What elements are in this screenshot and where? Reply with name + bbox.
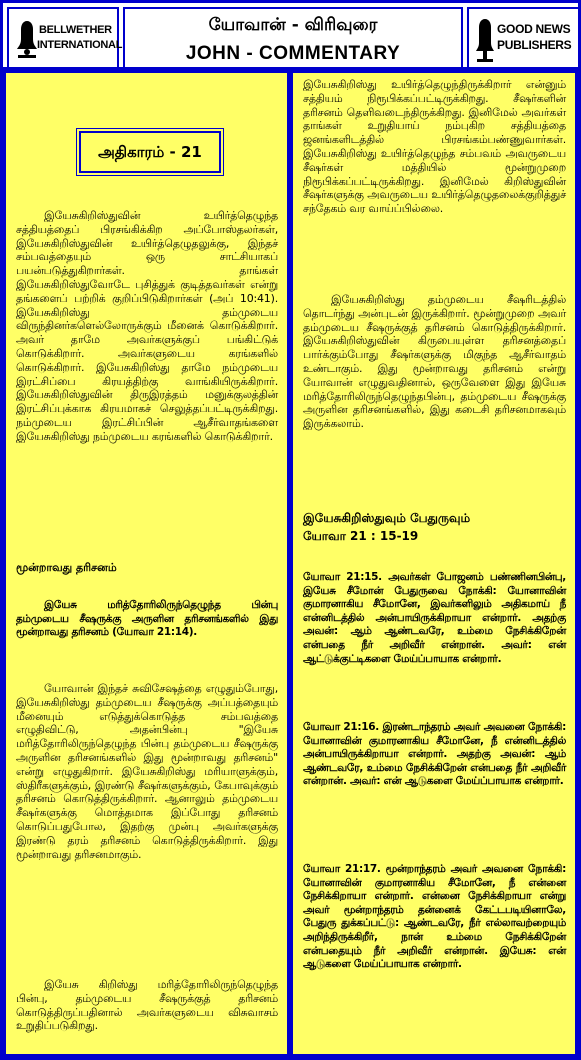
chapter-label: அதிகாரம் - 21 [79, 131, 221, 173]
good-news-logo [467, 7, 580, 69]
right-logo-line1: GOOD NEWS [497, 22, 571, 36]
right-paragraph-1: இயேசுகிறிஸ்து உயிர்த்தெழுந்திருக்கிறார் என்னும் சத்தியம் நிரூபிக்கப்பட்டிருக்கிறது. சீஷர்களின் தரிசனம் தெளிவடைந்திருக்கிறது. இனிமேல் அவர்கள் தாங்கள் உறுதியாய் நம்புகிற சத்தியத்தை ஜனங்களிடத்தில் பிரசங்கம்பண்ணுவார்கள். இயேசுகிறிஸ்து உயிர்த்தெழுந்த சம்பவம் அவருடைய சீஷர்கள் மத்தியில் மூன்றுமுறை நிரூபிக்கப்பட்டிருக்கிறது. இனிமேல் கிறிஸ்துவின் சீஷர்களுக்கு அவருடைய உயிர்த்தெழுதலைக்குறித்துச் சந்தேகம் வர வாய்ப்பில்லை. [303, 78, 566, 216]
left-paragraph-1: இயேசுகிறிஸ்துவின் உயிர்த்தெழுந்த சத்தியத்தைப் பிரசங்கிக்கிற அப்போஸ்தலர்கள், இயேசுகிறிஸ்துவின் உயிர்த்தெழுதலுக்கு, இந்தச் சம்பவத்தையும் ஒரு சாட்சியாகப் பயன்படுத்துகிறார்கள். தாங்கள் இயேசுகிறிஸ்துவோடே புசித்துக் குடித்தவர்கள் என்று தங்களைப் பற்றிக் குறிப்பிடுகிறார்கள் (அப் 10:41). இயேசுகிறிஸ்து தம்முடைய விருந்தினர்களெல்லோருக்கும் மீனைக் கொடுக்கிறார். அவர் தாமே அவர்களுக்குப் பங்கிட்டுக் கொடுக்கிறார். அவர்களுடைய கரங்களில் கொடுக்கிறார். இயேசுகிறிஸ்து தாமே நம்முடைய இரட்சிப்பை கிரயத்திற்கு வாங்கியிருக்கிறார். இயேசுகிறிஸ்துவின் திருஇரத்தம் மனுக்குலத்தின் இரட்சிப்புக்காக கிரயமாகச் செலுத்தப்பட்டிருக்கிறது. நம்முடைய இரட்சிப்பின் ஆசீர்வாதங்களை இயேசுகிறிஸ்து நம்முடைய கரங்களில் கொடுக்கிறார். [16, 209, 278, 443]
verse-21-15: யோவா 21:15. அவர்கள் போஜனம் பண்ணினபின்பு, இயேசு சீமோன் பேதுருவை நோக்கி: யோனாவின் குமாரனாகிய சீமோனே, இவர்களிலும் அதிகமாய் நீ என்னிடத்தில் அன்பாயிருக்கிறாயா என்றார். அதற்கு அவன்: ஆம் ஆண்டவரே, உம்மை நேசிக்கிறேன் என்பதை நீர் அறிவீர் என்றான். அவர்: என் ஆட்டுக்குட்டிகளை மேய்ப்பாயாக என்றார். [303, 571, 566, 665]
bell-icon [15, 19, 39, 59]
title-box [123, 7, 463, 69]
right-logo-line2: PUBLISHERS [497, 38, 572, 52]
right-paragraph-2: இயேசுகிறிஸ்து தம்முடைய சீஷரிடத்தில் தொடர்ந்து அன்புடன் இருக்கிறார். மூன்றுமுறை அவர் தம்முடைய சீஷருக்குத் தரிசனம் கொடுத்திருக்கிறார். இயேசுகிறிஸ்துவின் கிருபையுள்ள தரிசனத்தைப் பார்க்கும்போது சீஷர்களுக்கு மிகுந்த ஆசீர்வாதம் உண்டாகும். இது மூன்றாவது தரிசனம் என்று யோவான் எழுதுவதினால், ஒருவேளை இது இயேசு மரித்தோரிலிருந்தெழுந்தபின்பு, தம்முடைய சீஷருக்கு அருளின தரிசனங்களில், இது கடைசி தரிசனமாகவும் இருக்கலாம். [303, 293, 566, 431]
section-heading-reference: யோவா 21 : 15-19 [303, 529, 419, 543]
bellwether-logo [7, 7, 123, 69]
section-heading-third-vision: மூன்றாவது தரிசனம் [16, 561, 117, 574]
section-heading-peter: இயேசுகிறிஸ்துவும் பேதுருவும் [303, 511, 471, 525]
left-logo-line2: INTERNATIONAL [37, 39, 123, 51]
title-tamil: யோவான் - விரிவுரை [208, 15, 378, 35]
left-column [3, 70, 290, 1057]
left-paragraph-3: இயேசு கிறிஸ்து மரித்தோரிலிருந்தெழுந்த பின்பு, தம்முடைய சீஷருக்குத் தரிசனம் கொடுத்திருப்பதினால் அவர்களுடைய விசுவாசம் உறுதிப்படுகிறது. [16, 978, 278, 1033]
bold-verse-paragraph: இயேசு மரித்தோரிலிருந்தெழுந்த பின்பு தம்முடைய சீஷருக்கு அருளின தரிசனங்களில் இது மூன்றாவது தரிசனம் (யோவா 21:14). [16, 599, 278, 639]
header [0, 0, 581, 70]
verse-21-16: யோவா 21:16. இரண்டாந்தரம் அவர் அவனை நோக்கி: யோனாவின் குமாரனாகிய சீமோனே, நீ என்னிடத்தில் அன்பாயிருக்கிறாயா என்றார். அதற்கு அவன்: ஆம் ஆண்டவரே, உம்மை நேசிக்கிறேன் என்பதை நீர் அறிவீர் என்றான். அவர்: என் ஆடுகளை மேய்ப்பாயாக என்றார். [303, 721, 566, 788]
left-logo-line1: BELLWETHER [39, 24, 112, 36]
bell-tower-icon [475, 17, 495, 63]
right-column [290, 70, 578, 1057]
verse-21-17: யோவா 21:17. மூன்றாந்தரம் அவர் அவனை நோக்கி: யோனாவின் குமாரனாகிய சீமோனே, நீ என்னை நேசிக்கிறாயா என்றார். என்னை நேசிக்கிறாயா என்று அவர் மூன்றாந்தரம் தன்னைக் கேட்டபடியினாலே, பேதுரு துக்கப்பட்டு: ஆண்டவரே, நீர் எல்லாவற்றையும் அறிந்திருக்கிறீர், நான் உம்மை நேசிக்கிறேன் என்பதையும் நீர் அறிவீர் என்றான். இயேசு: என் ஆடுகளை மேய்ப்பாயாக என்றார். [303, 863, 566, 971]
title-english: JOHN - COMMENTARY [185, 43, 401, 64]
left-paragraph-2: யோவான் இந்தச் சுவிசேஷத்தை எழுதும்போது, இயேசுகிறிஸ்து தம்முடைய சீஷருக்கு அப்பத்தையும் மீனையும் எடுத்துக்கொடுத்த சம்பவத்தை எழுதிவிட்டு, அதன்பின்பு "இயேசு மரித்தோரிலிருந்தெழுந்த பின்பு தம்முடைய சீஷருக்கு அருளின தரிசனங்களில் இது மூன்றாவது தரிசனம்" என்று எழுதுகிறார். இயேசுகிறிஸ்து மரியாளுக்கும், ஸ்திரீகளுக்கும், இரண்டு சீஷர்களுக்கும், கேபாவுக்கும் தரிசனம் கொடுத்திருக்கிறார். ஆனாலும் தம்முடைய சீஷர்களுக்கு மொத்தமாக இப்போது தரிசனம் கொடுப்பதுபோல, இதற்கு முன்பு அவர்களுக்கு இரண்டு தரம் தரிசனம் கொடுத்திருக்கிறார். இது மூன்றாவது தரிசனமாகும். [16, 682, 278, 861]
